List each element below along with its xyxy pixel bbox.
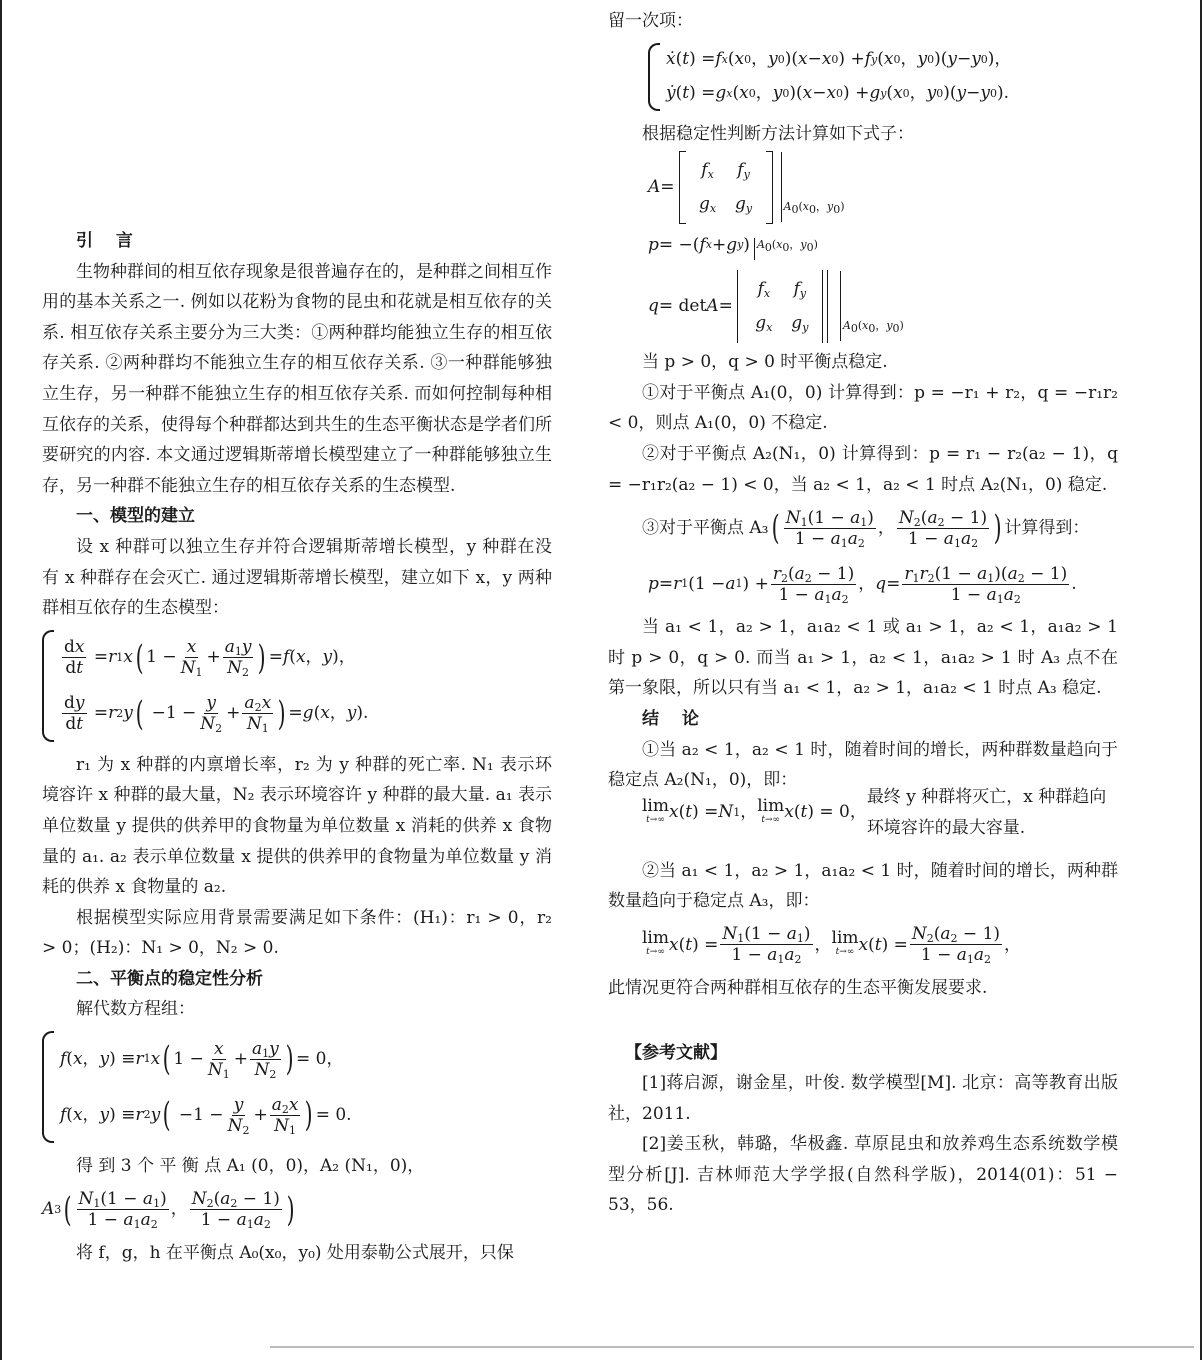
section-2-paragraph-1: 解代数方程组： [76,999,195,1020]
section-1-paragraph-2: r₁ 为 x 种群的内禀增长率，r₂ 为 y 种群的死亡率. N₁ 表示环境容许 x 种群的最大量，N₂ 表示环境容许 y 种群的最大量. a₁ 表示单位数量 y 提供的供养甲的食物量为单位数量 x 消耗的供养 x 食物量的 a₁. a₂ 表示单位数量 x 提供的供养甲的食物量为单位数量 y 消耗的供养 x 食物量的 a₂. [42,754,552,898]
left-column [42,226,552,1268]
equilibrium-equation-f: f ( x ， y ) ≡ r 1 x ( 1 − $\frac{x}{N_1}$ + $\frac{a_1y}{N_2}$ ) = 0， [60,1038,344,1081]
case-3-tail: 计算得到： [1004,517,1090,538]
left-brace [42,1031,54,1143]
case-1: ①对于平衡点 A₁(0，0) 计算得到：p = −r₁ + r₂，q = −r₁r₂ < 0，则点 A₁(0，0) 不稳定. [608,382,1118,434]
equilibrium-equation-system [42,1031,552,1143]
q-formula: q = det A = $f_x$ $f_y$ $g_x$ $g_y$ $A_0(x_0$，$y_0$) [648,265,1118,347]
left-brace [42,630,54,742]
conclusion-2: ②当 a₁ < 1，a₂ > 1，a₁a₂ < 1 时，随着时间的增长，两种群数量趋向于稳定点 A₃，即： [608,860,1118,912]
p-formula: p = −( f x + g y ) $A_0(x_0$，$y_0$) [648,225,1118,265]
model-equation-y: $\frac{dy}{dt}$ = r 2 y ( −1 − $\frac{y}{N_2}$ + $\frac{a_2x}{N_1}$ ) = g ( x ， y ). [64,693,369,736]
conclusion-1-limits: lim t→∞ x ( t ) = N 1 ， lim t→∞ x ( t ) = 0， 最终 y 种群将灭亡，x 种群趋向环境容许的最大容量. [608,796,1118,830]
model-equation-system [42,630,552,742]
matrix-a-formula: A = $f_x$ $f_y$ $g_x$ $g_y$ $A_0(x_0$，$y_0$) [648,149,1118,225]
intro-paragraph: 生物种群间的相互依存现象是很普遍存在的，是种群之间相互作用的基本关系之一. 例如以花粉为食物的昆虫和花就是相互依存的关系. 相互依存关系主要分为三大类：①两种群均能独立生存的相互依存关系. ②两种群均不能独立生存的相互依存关系. ③一种群能够独立生存，另一种群不能独立生存的相互依存关系. 而如何控制每种相互依存的关系，使得每个种群都达到共生的生态平衡状态是学者们所要研究的内容. 本文通过逻辑斯蒂增长模型建立了一种群能够独立生存，另一种群不能独立生存的相互依存关系的生态模型. [42,261,552,496]
section-1-heading: 一、模型的建立 [76,506,195,527]
conclusion-2-tail: 此情况更符合两种群相互依存的生态平衡发展要求. [608,977,988,998]
right-column [608,6,1118,1221]
equilibrium-equation-g: f ( x ， y ) ≡ r 2 y ( −1 − $\frac{y}{N_2}$ + $\frac{a_2x}{N_1}$ ) = 0. [60,1094,352,1137]
page-border-left [0,0,2,1360]
case-3-line: ③对于平衡点 A₃ ( $\frac{N_1(1 - a_1)}{1 - a_1a_2}$ ， $\frac{N_2(a_2 - 1)}{1 - a_1a_2}$ ) 计算得到： [642,507,1090,550]
linearized-equation-y: ẏ ( t ) = g x ( x 0 ， y 0 )( x − x 0 ) + g y ( x 0 ， y 0 )( y − y 0 ). [666,83,1010,104]
section-1-paragraph-3: 根据模型实际应用背景需要满足如下条件：(H₁)：r₁ > 0，r₂ > 0；(H₂)：N₁ > 0，N₂ > 0. [42,907,552,959]
left-brace [648,43,660,111]
section-1-paragraph-1: 设 x 种群可以独立生存并符合逻辑斯蒂增长模型，y 种群在没有 x 种群存在会灭亡. 通过逻辑斯蒂增长模型，建立如下 x，y 两种群相互依存的生态模型： [42,536,552,619]
section-2-heading: 二、平衡点的稳定性分析 [76,968,263,989]
section-2-paragraph-2: 得 到 3 个 平 衡 点 A₁ (0，0)，A₂ (N₁，0)， [76,1156,425,1177]
references-list [608,1068,1118,1221]
model-equation-x: $\frac{dx}{dt}$ = r 1 x ( 1 − $\frac{x}{N_1}$ + $\frac{a_1y}{N_2}$ ) = f ( x ， y )， [64,637,356,680]
conclusion-2-limits: lim t→∞ x ( t ) = $\frac{N_1(1 - a_1)}{1 - a_1a_2}$ ， lim t→∞ x ( t ) = $\frac{N_2(a_2 - 1)}{1 - a_1a_2}$ ， [642,924,1022,967]
intro-heading: 引 言 [76,231,142,251]
linearized-equation-x: ẋ ( t ) = f x ( x 0 ， y 0 )( x − x 0 ) + f y ( x 0 ， y 0 )( y − y 0 )， [666,49,1012,70]
reference-item: [1]蒋启源，谢金星，叶俊. 数学模型[M]. 北京：高等教育出版社，2011. [608,1073,1118,1124]
conclusion-1: ①当 a₂ < 1，a₂ < 1 时，随着时间的增长，两种群数量趋向于稳定点 A₂(N₁，0)，即： [608,739,1118,791]
conclusion-1-tail: 最终 y 种群将灭亡，x 种群趋向环境容许的最大容量. [866,787,1107,838]
case-3-lead: ③对于平衡点 A₃ [642,517,769,538]
references-heading: 【参考文献】 [625,1042,727,1063]
case-3-condition: 当 a₁ < 1，a₂ > 1，a₁a₂ < 1 或 a₁ > 1，a₂ < 1，a₁a₂ > 1 时 p > 0，q > 0. 而当 a₁ > 1，a₂ < 1，a₁a₂ > 1 时 A₃ 点不在第一象限，所以只有当 a₁ < 1，a₂ > 1，a₁a₂ < 1 时点 A₃ 稳定. [608,617,1118,699]
bottom-rule [270,1346,1194,1348]
case-3-formula: p = r 1 (1 − a 1 ) + $\frac{r_2(a_2 - 1)}{1 - a_1a_2}$ ， q = $\frac{r_1r_2(1 - a_1)(a_2 - 1)}{1 - a_1a_2}$ . [648,563,1077,606]
reference-item: [2]姜玉秋，韩璐，华极鑫. 草原昆虫和放养鸡生态系统数学模型分析[J]. 吉林师范大学学报(自然科学版)，2014(01)：51 − 53，56. [608,1134,1118,1216]
linearized-system [648,43,1118,111]
equilibrium-point-a3: A 3 ( $\frac{N_1(1 - a_1)}{1 - a_1a_2}$ ， $\frac{N_2(a_2 - 1)}{1 - a_1a_2}$ ) [42,1189,295,1232]
conclusion-heading: 结 论 [642,708,708,729]
calculation-intro: 根据稳定性判断方法计算如下式子： [642,123,914,144]
case-2: ②对于平衡点 A₂(N₁，0) 计算得到：p = r₁ − r₂(a₂ − 1)，q = −r₁r₂(a₂ − 1) < 0，当 a₂ < 1，a₂ < 1 时点 A₂(N₁，0) 稳定. [608,443,1118,495]
stability-condition: 当 p > 0，q > 0 时平衡点稳定. [642,352,888,373]
section-2-paragraph-3: 将 f，g，h 在平衡点 A₀(x₀，y₀) 处用泰勒公式展开，只保 [76,1242,514,1263]
continued-paragraph: 留一次项： [608,11,693,31]
